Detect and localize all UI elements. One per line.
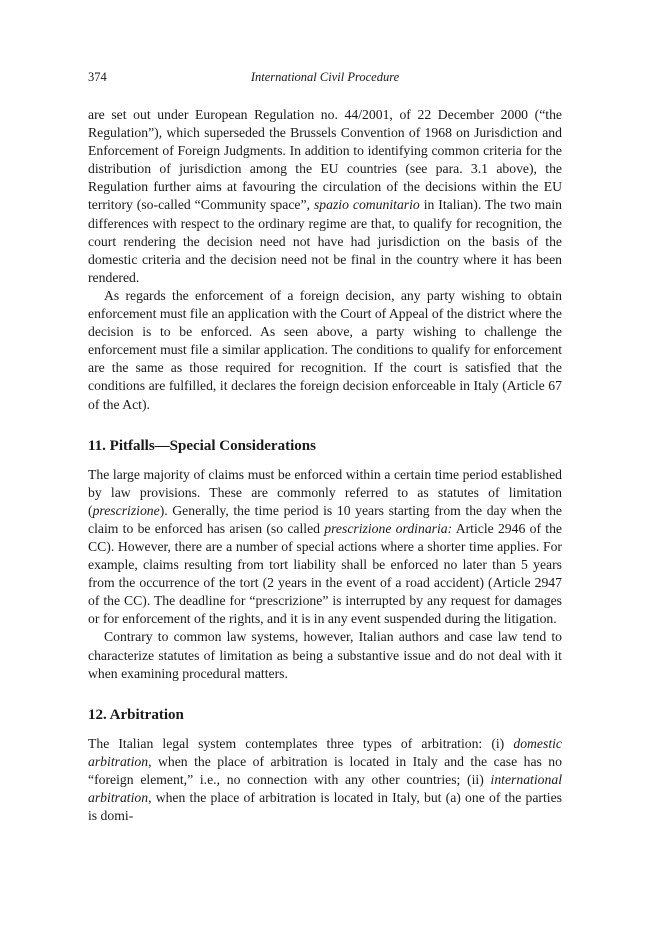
paragraph-text: are set out under European Regulation no. 44/2001, of 22 December 2000 (“the Regulation”), which superseded the Brussels Convention of 1968 on Jurisdiction and Enforcement of Foreign Judgments. In addition to identifying common criteria for the distribution of jurisdiction among the EU countries (see para. 3.1 above), the Regulation further aims at favouring the circulation of the decisions within the EU territory (so-called “Community space”, [88, 107, 562, 213]
paragraph-text: Article 2946 of the CC). However, there are a number of special actions where a shorter time applies. For example, claims resulting from tort liability shall be enforced no later than 5 years from the occurrence of the tort (2 years in the event of a road accident) (Article 2947 of the CC). The deadline for “prescrizione” is interrupted by any request for damages or for enforcement of the rights, and it is in any event suspended during the litigation. [88, 520, 562, 627]
italic-term: prescrizione ordinaria: [324, 520, 453, 536]
italic-term: prescrizione [92, 502, 160, 518]
page-number: 374 [88, 70, 107, 84]
paragraph-text: The large majority of claims must be enforced within a certain time period established by law provisions. These are commonly referred to as statutes of limitation ( [88, 466, 562, 518]
section-heading-arbitration: 12. Arbitration [88, 706, 184, 723]
paragraph-arbitration [88, 735, 562, 825]
running-head [88, 70, 562, 88]
paragraph-common-law: Contrary to common law systems, however, Italian authors and case law tend to characterize statutes of limitation as being a substantive issue and do not deal with it when examining procedural matters. [88, 629, 562, 681]
section-heading-pitfalls: 11. Pitfalls—Special Considerations [88, 437, 316, 454]
running-title: International Civil Procedure [250, 70, 400, 84]
paragraph-enforcement: As regards the enforcement of a foreign decision, any party wishing to obtain enforcement must file an application with the Court of Appeal of the district where the decision is to be enforced. As seen above, a party wishing to challenge the enforcement must file a similar application. The conditions to qualify for enforcement are the same as those required for recognition. If the court is satisfied that the conditions are fulfilled, it declares the foreign decision enforceable in Italy (Article 67 of the Act). [88, 287, 562, 412]
paragraph-text: , when the place of arbitration is located in Italy and the case has no “foreign element,” i.e., no connection with any other countries; (ii) [88, 753, 562, 787]
italic-term: domestic arbitration [88, 735, 562, 769]
italic-term: international arbitration [88, 771, 562, 805]
paragraph-text: ). Generally, the time period is 10 years starting from the day when the claim to be enforced has arisen (so called [88, 502, 562, 536]
paragraph-limitation [88, 466, 562, 629]
paragraph-regulation [88, 106, 562, 287]
paragraph-text: , when the place of arbitration is located in Italy, but (a) one of the parties is domi- [88, 790, 562, 824]
italic-term: spazio comunitario [313, 197, 420, 213]
paragraph-text: The Italian legal system contemplates three types of arbitration: (i) [88, 735, 514, 751]
paragraph-text: in Italian). The two main differences with respect to the ordinary regime are that, to qualify for recognition, the court rendering the decision need not have had jurisdiction on the basis of the domestic criteria and the decision need not be final in the country where it has been rendered. [88, 197, 562, 285]
